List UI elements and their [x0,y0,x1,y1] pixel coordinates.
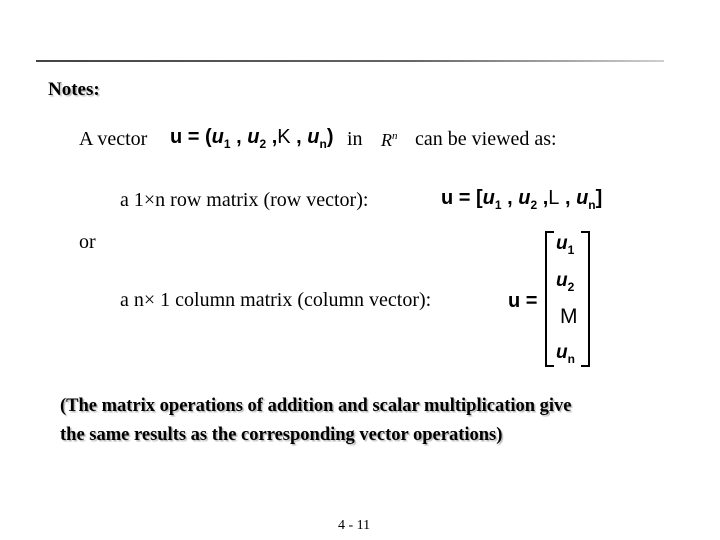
row-matrix-label: a 1×n row matrix (row vector): [120,189,369,211]
space-rn: $R^n$ [381,130,398,150]
column-entry-n: $u_n$ [556,342,575,366]
column-entry-2: $u_2$ [556,270,575,294]
column-matrix-label: a n× 1 column matrix (column vector): [120,289,432,311]
column-entry-1: $u_1$ [556,233,575,257]
header-divider [36,60,664,62]
remark-line-2: the same results as the corresponding vector operations) [60,425,503,445]
vector-intro-text: A vector [79,128,148,150]
right-bracket [581,231,590,367]
vector-expression: $u = (u_1$ , $u_2$ ,K , $u_n$) [170,126,334,151]
in-text: in [347,128,363,150]
column-vector-lhs: u = [508,290,538,312]
row-vector-expression: $u = [u_1$ , $u_2$ ,L , $u_n$] [441,187,603,212]
notes-title: Notes: [48,79,100,100]
column-entry-dots: M [560,305,578,328]
left-bracket [545,231,554,367]
viewed-as-text: can be viewed as: [415,128,557,150]
page-number: 4 - 11 [338,518,371,533]
or-text: or [79,231,96,253]
remark-line-1: (The matrix operations of addition and scalar multiplication give [60,396,572,416]
